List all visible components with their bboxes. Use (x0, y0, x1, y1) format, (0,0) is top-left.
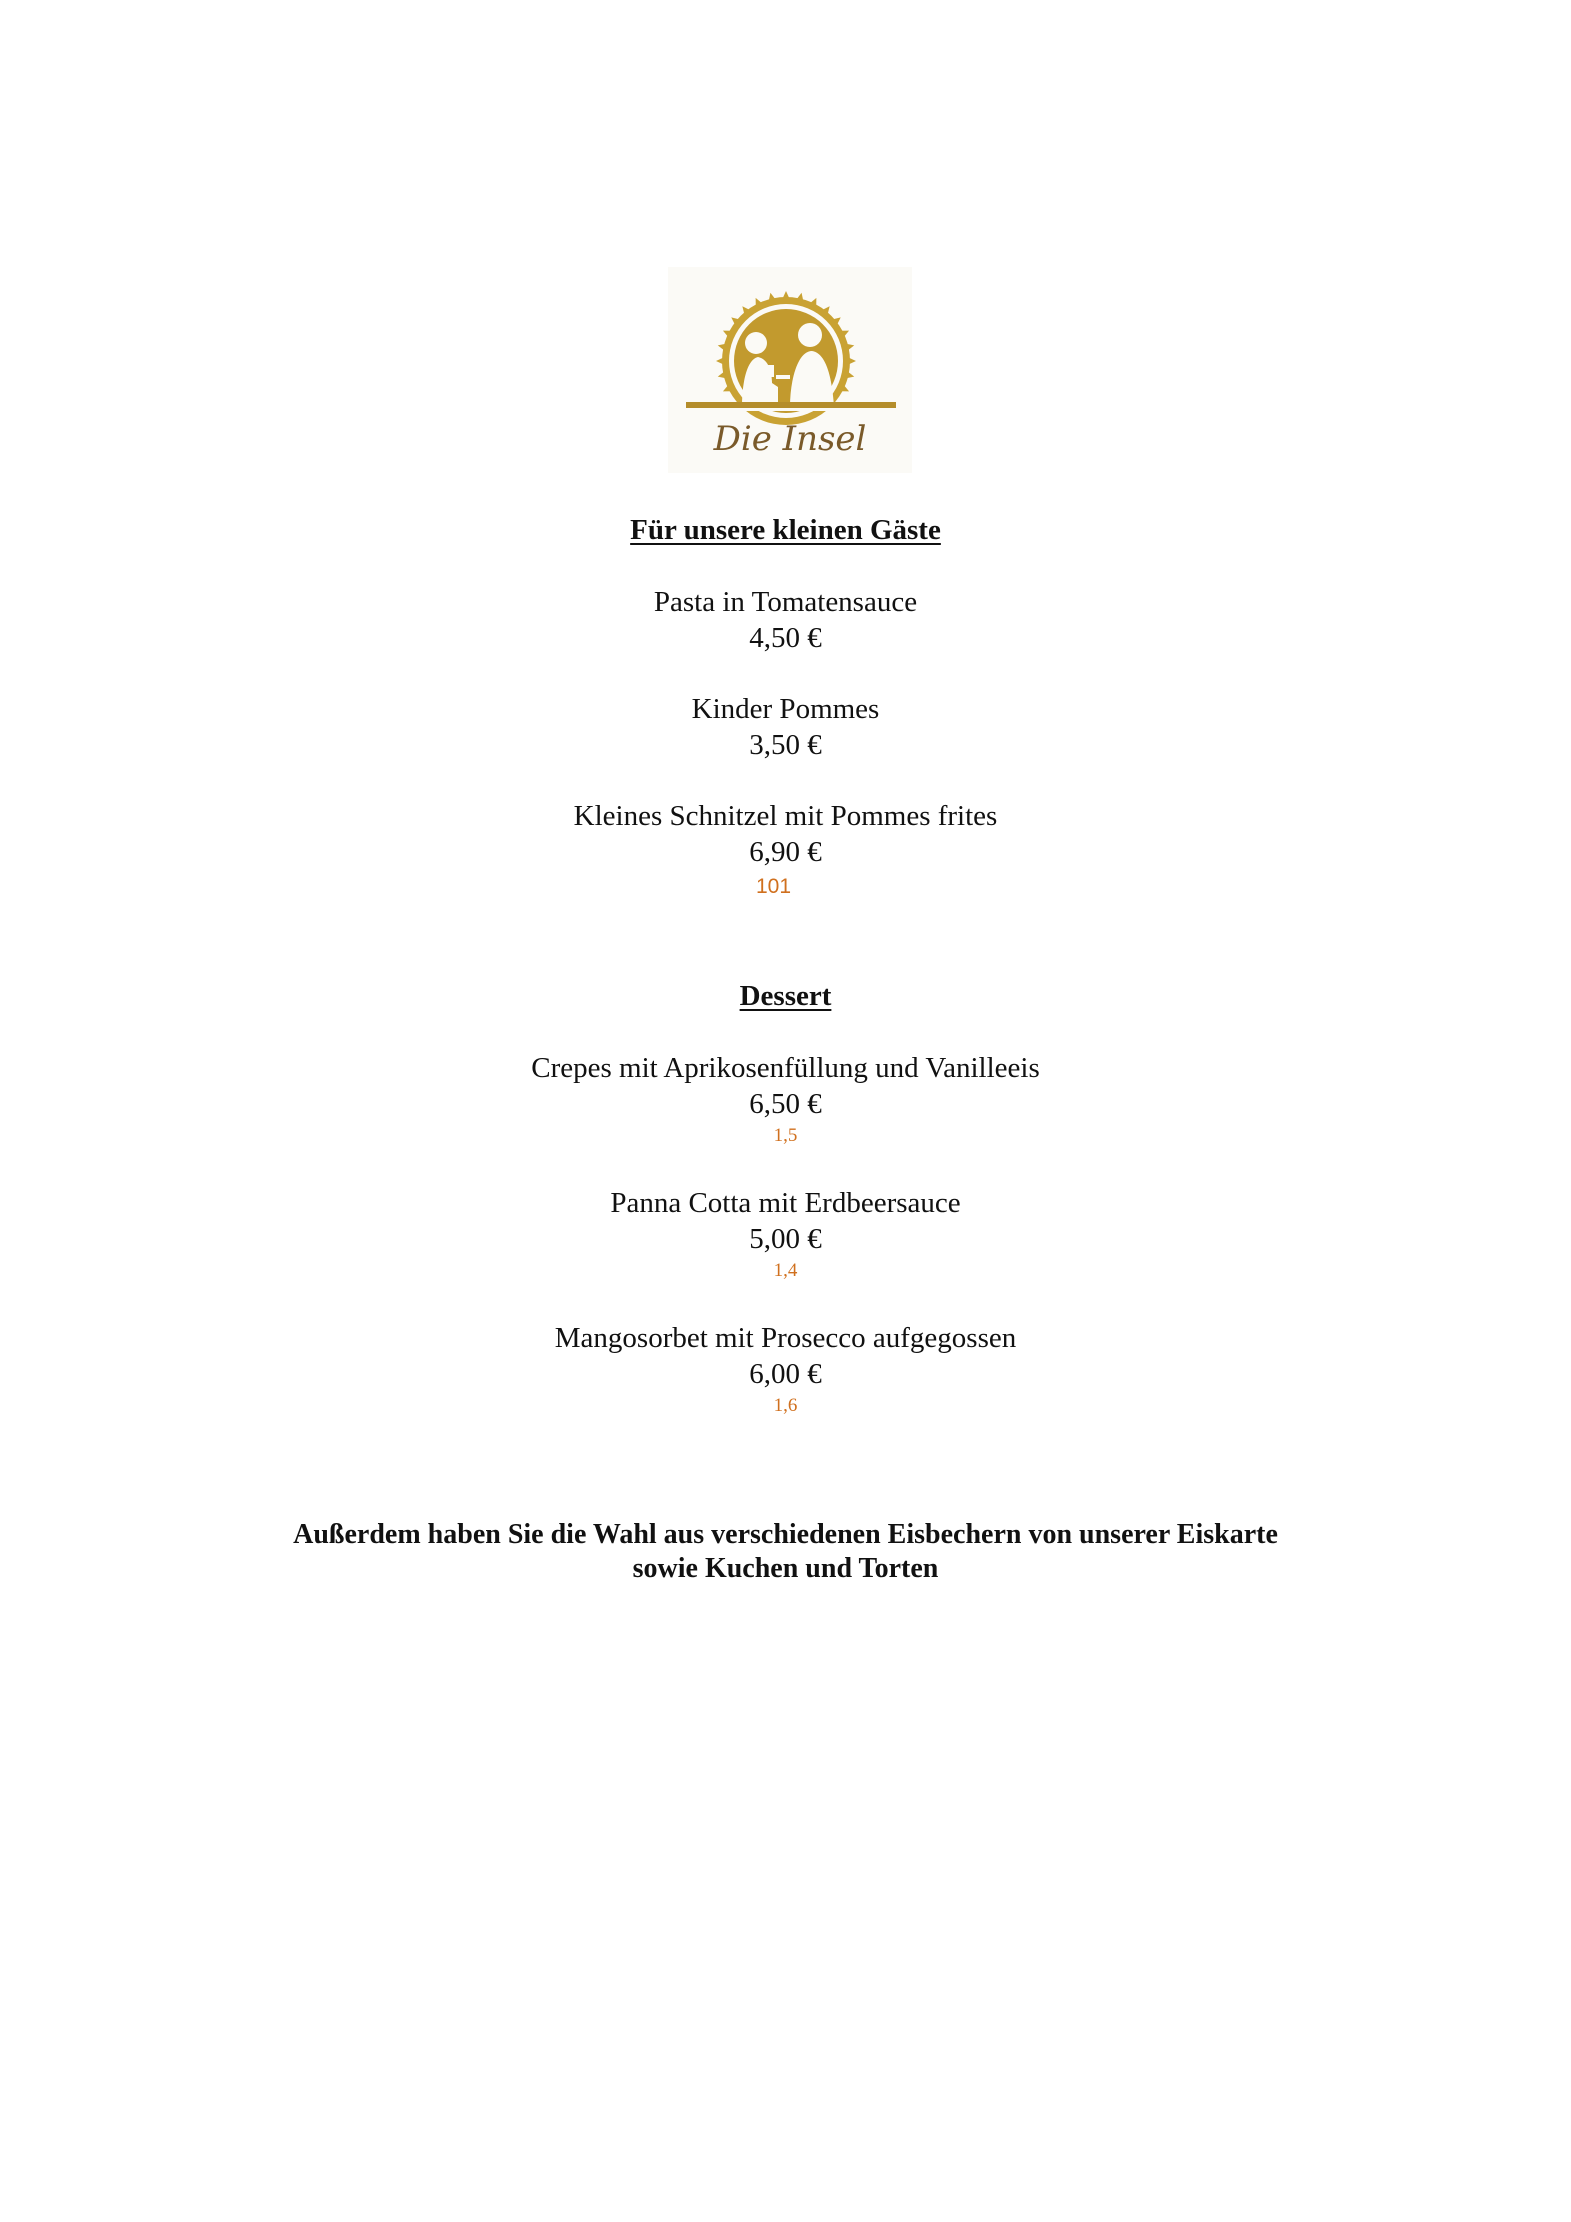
menu-item-price: 5,00 € (749, 1223, 822, 1255)
menu-item-price: 6,00 € (749, 1358, 822, 1390)
menu-item-name: Kleines Schnitzel mit Pommes frites (573, 800, 998, 832)
menu-item-price: 6,50 € (749, 1088, 822, 1120)
allergen-codes: 1,5 (773, 1125, 798, 1146)
footer-note-line2: sowie Kuchen und Torten (632, 1553, 939, 1584)
menu-item-price: 3,50 € (749, 729, 822, 761)
sun-ray (848, 357, 856, 364)
allergen-codes: 1,6 (773, 1395, 798, 1416)
menu-item-name: Mangosorbet mit Prosecco aufgegossen (554, 1322, 1017, 1354)
allergen-codes: 1,4 (773, 1260, 798, 1281)
footer-note-line1: Außerdem haben Sie die Wahl aus verschiedenen Eisbechern von unserer Eiskarte (293, 1519, 1278, 1550)
logo-wordmark: Die Insel (713, 419, 867, 459)
menu-item-price: 4,50 € (749, 622, 822, 654)
menu-item-name: Panna Cotta mit Erdbeersauce (610, 1187, 961, 1219)
menu-item-price: 6,90 € (749, 836, 822, 868)
menu-item-name: Pasta in Tomatensauce (653, 586, 918, 618)
restaurant-logo (668, 267, 912, 473)
menu-item-name: Kinder Pommes (691, 693, 880, 725)
sun-ray (716, 357, 724, 364)
allergen-codes: 101 (755, 875, 792, 898)
section-title-kids: Für unsere kleinen Gäste (630, 514, 941, 546)
couple-silhouette-sun-logo-icon (668, 267, 912, 473)
sun-ray (782, 291, 789, 299)
section-title-dessert: Dessert (739, 980, 832, 1012)
menu-item-name: Crepes mit Aprikosenfüllung und Vanilleeis (531, 1052, 1040, 1084)
